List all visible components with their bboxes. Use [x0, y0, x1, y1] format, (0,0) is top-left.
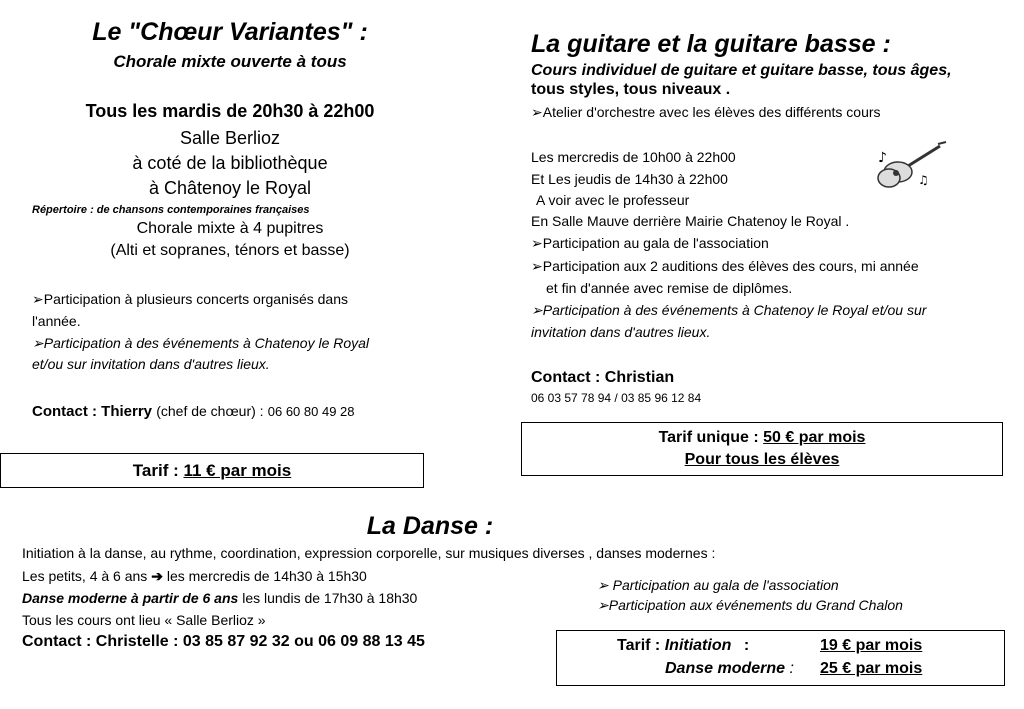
guitare-line1: Cours individuel de guitare et guitare basse, tous âges, — [531, 62, 952, 79]
svg-text:♪: ♪ — [878, 150, 887, 166]
danse-intro: Initiation à la danse, au rythme, coordination, expression corporelle, sur musiques diverses , danses modernes : — [22, 545, 716, 561]
danse-tarif-mod-colon: : — [789, 660, 794, 677]
guitare-tarif-value: 50 € par mois — [763, 429, 866, 446]
guitare-atelier: ➢Atelier d'orchestre avec les élèves des différents cours — [531, 104, 881, 120]
choeur-tarif-box — [0, 453, 424, 488]
choeur-tarif — [1, 461, 423, 481]
choeur-tarif-label: Tarif : — [132, 461, 179, 480]
danse-moderne — [22, 590, 417, 606]
danse-p1: ➢ Participation au gala de l'association — [597, 577, 839, 593]
guitare-tarif-label: Tarif unique : — [658, 429, 759, 446]
danse-moderne-a: Danse moderne à partir de 6 ans — [22, 590, 239, 606]
choeur-schedule: Tous les mardis de 20h30 à 22h00 — [85, 101, 375, 121]
danse-tarif-mod-value: 25 € par mois — [820, 660, 923, 677]
guitare-p1: ➢Participation au gala de l'association — [531, 235, 769, 251]
guitare-tarif-box — [521, 422, 1003, 476]
guitare-contact: Contact : Christian — [531, 369, 675, 386]
choeur-place1: Salle Berlioz — [179, 128, 281, 148]
choeur-tarif-value: 11 € par mois — [183, 461, 292, 480]
danse-tarif-label: Tarif : — [617, 637, 661, 654]
choeur-voices2: (Alti et sopranes, ténors et basse) — [110, 242, 350, 259]
guitar-music-icon — [870, 140, 950, 192]
arrow-right-icon: ➔ — [151, 568, 163, 584]
danse-title: La Danse : — [366, 512, 494, 540]
svg-text:♫: ♫ — [918, 173, 929, 187]
danse-p2: ➢Participation aux événements du Grand Chalon — [597, 597, 903, 613]
choeur-subtitle: Chorale mixte ouverte à tous — [113, 52, 347, 71]
danse-contact: Contact : Christelle : 03 85 87 92 32 ou 06 09 88 13 45 — [22, 633, 425, 650]
danse-lieu: Tous les cours ont lieu « Salle Berlioz » — [22, 612, 266, 628]
danse-tarif-mod-row — [665, 660, 794, 678]
danse-petits-a: Les petits, 4 à 6 ans — [22, 568, 148, 584]
choeur-contact-name: Thierry — [101, 403, 153, 420]
guitare-p2b: et fin d'année avec remise de diplômes. — [546, 280, 793, 296]
choeur-voices1: Chorale mixte à 4 pupitres — [136, 220, 324, 237]
choeur-contact-phone: 06 60 80 49 28 — [267, 404, 355, 419]
danse-moderne-b: les lundis de 17h30 à 18h30 — [242, 590, 418, 606]
guitare-title: La guitare et la guitare basse : — [531, 30, 891, 58]
guitare-p3b: invitation dans d'autres lieux. — [531, 324, 711, 340]
danse-tarif-init-label: Initiation — [664, 637, 732, 654]
guitare-p3a: ➢Participation à des événements à Chatenoy le Royal et/ou sur — [531, 302, 927, 318]
choeur-contact — [32, 403, 355, 420]
guitare-line2: tous styles, tous niveaux . — [531, 81, 731, 98]
guitare-tarif — [522, 429, 1002, 447]
choeur-title: Le "Chœur Variantes" : — [92, 18, 368, 46]
danse-tarif-mod-label: Danse moderne — [665, 660, 786, 677]
guitare-sched1: Les mercredis de 10h00 à 22h00 — [531, 149, 736, 165]
choeur-bullet1a: ➢Participation à plusieurs concerts organisés dans — [32, 291, 349, 307]
choeur-contact-label: Contact : — [32, 403, 97, 420]
guitare-contact-phones: 06 03 57 78 94 / 03 85 96 12 84 — [531, 391, 702, 405]
guitare-place: En Salle Mauve derrière Mairie Chatenoy le Royal . — [531, 213, 850, 229]
danse-tarif-box — [556, 630, 1005, 686]
danse-petits-b: les mercredis de 14h30 à 15h30 — [166, 568, 367, 584]
choeur-contact-role: (chef de chœur) : — [156, 403, 264, 419]
choeur-repertoire: Répertoire : de chansons contemporaines françaises — [32, 204, 310, 216]
guitare-tarif-line2: Pour tous les élèves — [684, 451, 840, 468]
choeur-bullet2b: et/ou sur invitation dans d'autres lieux. — [32, 356, 270, 372]
choeur-bullet1b: l'année. — [32, 313, 81, 329]
choeur-place3: à Châtenoy le Royal — [148, 178, 312, 198]
choeur-bullet2a: ➢Participation à des événements à Chatenoy le Royal — [32, 335, 370, 351]
danse-tarif-init-colon: : — [743, 637, 750, 654]
guitare-sched3: A voir avec le professeur — [536, 192, 690, 208]
danse-tarif-init-row — [617, 637, 749, 655]
danse-petits — [22, 568, 367, 585]
danse-tarif-init-value: 19 € par mois — [820, 637, 923, 654]
guitare-p2a: ➢Participation aux 2 auditions des élèves des cours, mi année — [531, 258, 919, 274]
choeur-place2: à coté de la bibliothèque — [132, 153, 328, 173]
guitare-sched2: Et Les jeudis de 14h30 à 22h00 — [531, 171, 728, 187]
